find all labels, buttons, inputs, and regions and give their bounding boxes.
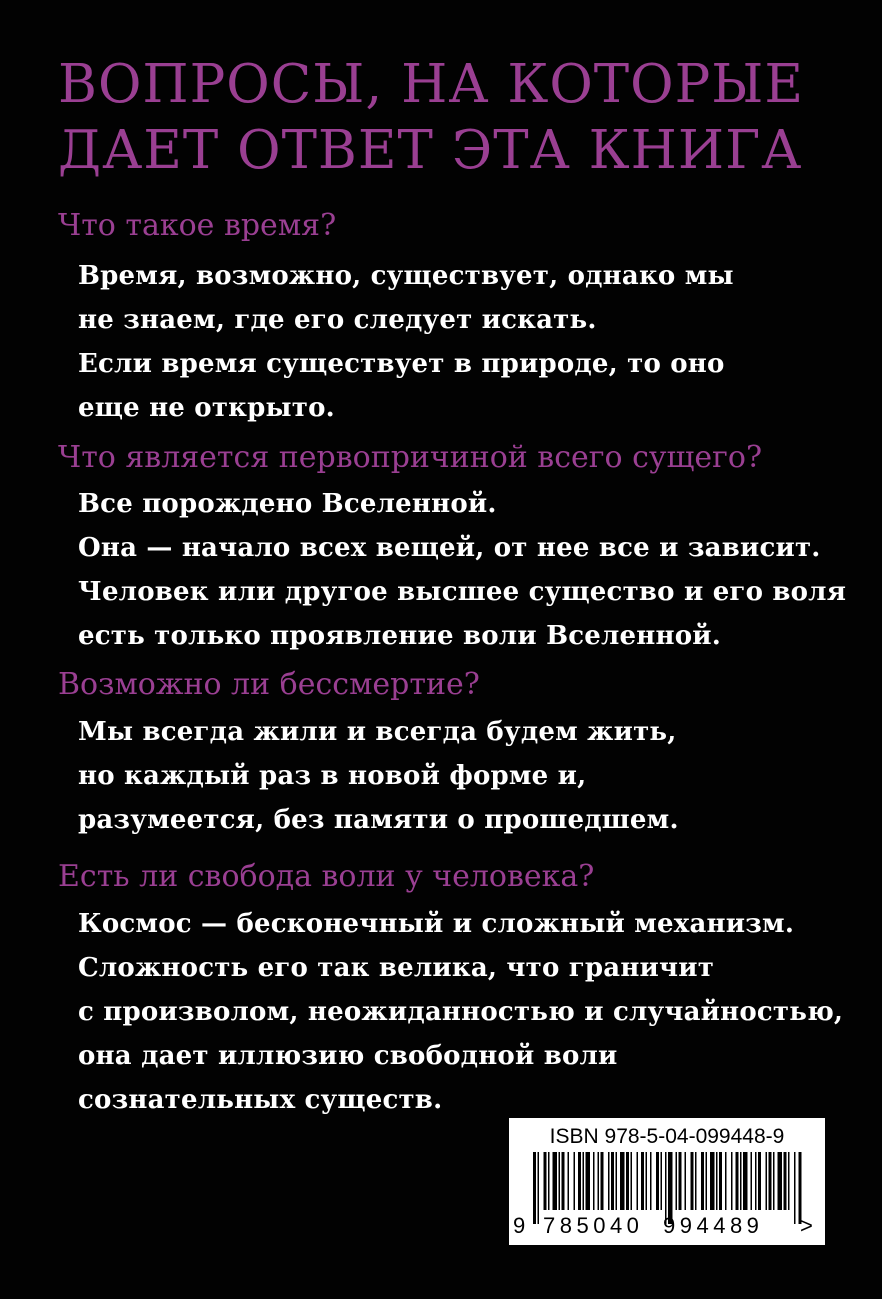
barcode-bar xyxy=(626,1152,629,1210)
title-line-2: ДАЕТ ОТВЕТ ЭТА КНИГА xyxy=(58,120,803,181)
barcode-bar xyxy=(533,1152,536,1224)
barcode-bar xyxy=(650,1152,652,1210)
barcode-bar xyxy=(646,1152,648,1210)
answer-first-cause xyxy=(78,482,846,658)
barcode-bar xyxy=(719,1152,722,1210)
barcode-bar xyxy=(559,1152,561,1210)
answer-line: сознательных существ. xyxy=(78,1085,443,1115)
barcode-bar xyxy=(586,1152,591,1210)
barcode-bar xyxy=(608,1152,610,1210)
answer-line: Сложность его так велика, что граничит xyxy=(78,953,715,983)
barcode-bar xyxy=(769,1152,772,1210)
answer-free-will xyxy=(78,902,843,1122)
barcode-bar xyxy=(755,1152,757,1210)
barcode-bar xyxy=(568,1152,570,1210)
barcode-bar xyxy=(578,1152,581,1210)
barcode-bar xyxy=(593,1152,595,1210)
answer-line: Все порождено Вселенной. xyxy=(78,489,497,519)
barcode-bar xyxy=(788,1152,790,1210)
barcode-bar xyxy=(778,1152,783,1210)
barcode-bar xyxy=(637,1152,639,1210)
cover-title xyxy=(58,52,858,184)
answer-line: с произволом, неожиданностью и случайностью, xyxy=(78,997,844,1027)
barcode-digit-first: 9 xyxy=(513,1213,526,1238)
barcode-bar xyxy=(620,1152,625,1210)
barcode-bar xyxy=(725,1152,727,1210)
barcode-bar xyxy=(766,1152,768,1210)
barcode-bar xyxy=(716,1152,718,1210)
title-line-1: ВОПРОСЫ, НА КОТОРЫЕ xyxy=(58,54,805,115)
barcode-bar xyxy=(731,1152,733,1210)
barcode-bar xyxy=(676,1152,678,1210)
question-free-will: Есть ли свобода воли у человека? xyxy=(58,859,595,894)
barcode-bar xyxy=(616,1152,618,1210)
barcode-bar xyxy=(695,1152,697,1210)
isbn-barcode xyxy=(509,1118,825,1245)
barcode-bar xyxy=(562,1152,565,1210)
barcode-digits-right: 994489 xyxy=(663,1213,764,1238)
answer-line: она дает иллюзию свободной воли xyxy=(78,1041,618,1071)
barcode-bar xyxy=(794,1152,796,1224)
barcode-bar xyxy=(701,1152,704,1210)
barcode-bar xyxy=(706,1152,708,1210)
barcode-bar xyxy=(743,1152,748,1210)
answer-line: Мы всегда жили и всегда будем жить, xyxy=(78,717,677,747)
answer-immortality xyxy=(78,710,679,842)
barcode-bar xyxy=(574,1152,576,1210)
barcode-bar xyxy=(553,1152,558,1210)
answer-line: не знаем, где его следует искать. xyxy=(78,305,597,335)
answer-line: еще не открыто. xyxy=(78,393,335,423)
barcode-bar xyxy=(758,1152,761,1210)
barcode-bar xyxy=(598,1152,600,1210)
barcode-bar xyxy=(601,1152,604,1210)
barcode-bar xyxy=(710,1152,715,1210)
barcode-digits-left: 785040 xyxy=(543,1213,644,1238)
barcode-bar xyxy=(751,1152,753,1210)
answer-line: Человек или другое высшее существо и его воля xyxy=(78,577,847,607)
answer-line: Время, возможно, существует, однако мы xyxy=(78,261,734,291)
barcode-bar xyxy=(583,1152,585,1210)
answer-line: Если время существует в природе, то оно xyxy=(78,349,725,379)
barcode-bar xyxy=(631,1152,633,1210)
answer-time xyxy=(78,254,734,430)
isbn-label: ISBN 978-5-04-099448-9 xyxy=(549,1125,785,1148)
barcode-bar xyxy=(544,1152,547,1210)
answer-line: Космос — бесконечный и сложный механизм. xyxy=(78,909,795,939)
barcode-bar xyxy=(611,1152,614,1210)
barcode-bar xyxy=(740,1152,742,1210)
barcode-bar xyxy=(656,1152,659,1210)
answer-line: есть только проявление воли Вселенной. xyxy=(78,621,722,651)
barcode-arrow: > xyxy=(800,1213,813,1238)
barcode-bar xyxy=(773,1152,775,1210)
barcode-bar xyxy=(641,1152,644,1210)
question-first-cause: Что является первопричиной всего сущего? xyxy=(58,440,763,475)
question-immortality: Возможно ли бессмертие? xyxy=(58,667,480,702)
barcode-bar xyxy=(661,1152,663,1210)
question-time: Что такое время? xyxy=(58,208,337,243)
barcode-bar xyxy=(685,1152,687,1210)
barcode-bar xyxy=(679,1152,682,1210)
answer-line: разумеется, без памяти о прошедшем. xyxy=(78,805,679,835)
barcode-bar xyxy=(691,1152,694,1210)
barcode-bar xyxy=(548,1152,550,1210)
barcode-bar xyxy=(736,1152,739,1210)
answer-line: Она — начало всех вещей, от нее все и зависит. xyxy=(78,533,821,563)
barcode-bar xyxy=(538,1152,540,1224)
answer-line: но каждый раз в новой форме и, xyxy=(78,761,587,791)
barcode-bar xyxy=(784,1152,787,1210)
